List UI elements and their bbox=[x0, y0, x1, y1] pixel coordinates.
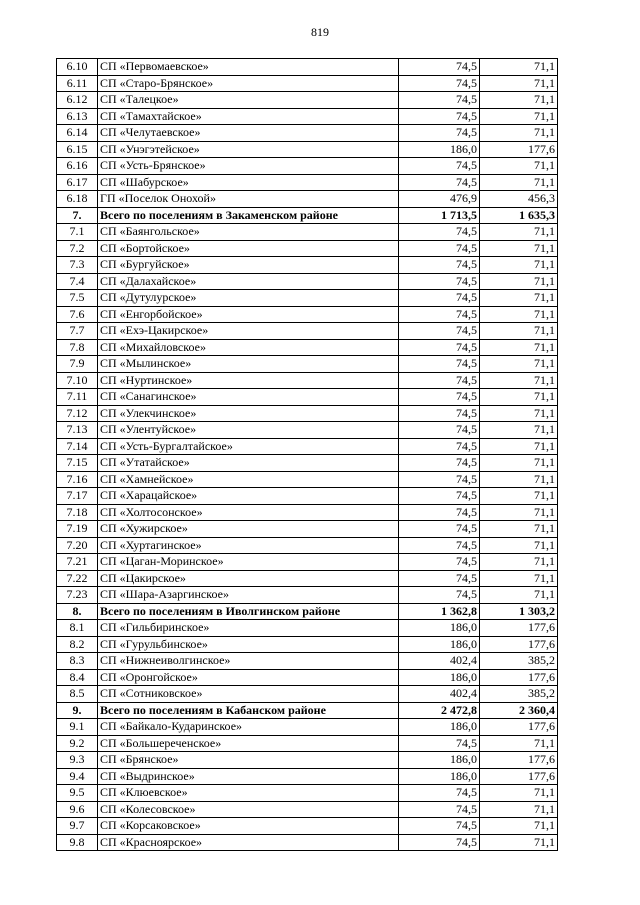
value-2-cell: 71,1 bbox=[480, 240, 558, 257]
value-2-cell: 71,1 bbox=[480, 372, 558, 389]
settlement-name-cell: СП «Нуртинское» bbox=[98, 372, 399, 389]
value-2-cell: 71,1 bbox=[480, 356, 558, 373]
settlement-name-cell: СП «Бургуйское» bbox=[98, 257, 399, 274]
value-2-cell: 71,1 bbox=[480, 306, 558, 323]
settlement-name-cell: СП «Цакирское» bbox=[98, 570, 399, 587]
value-1-cell: 74,5 bbox=[399, 521, 480, 538]
row-number-cell: 7. bbox=[57, 207, 98, 224]
table-row bbox=[57, 224, 558, 241]
value-1-cell: 74,5 bbox=[399, 488, 480, 505]
row-number-cell: 6.10 bbox=[57, 59, 98, 76]
row-number-cell: 7.13 bbox=[57, 422, 98, 439]
settlement-name-cell: СП «Шара-Азаргинское» bbox=[98, 587, 399, 604]
row-number-cell: 7.14 bbox=[57, 438, 98, 455]
settlement-name-cell: СП «Колесовское» bbox=[98, 801, 399, 818]
value-2-cell: 71,1 bbox=[480, 174, 558, 191]
row-number-cell: 8. bbox=[57, 603, 98, 620]
settlement-name-cell: СП «Баянгольское» bbox=[98, 224, 399, 241]
table-total-row bbox=[57, 207, 558, 224]
value-1-cell: 74,5 bbox=[399, 537, 480, 554]
settlement-name-cell: Всего по поселениям в Закаменском районе bbox=[98, 207, 399, 224]
value-2-cell: 71,1 bbox=[480, 158, 558, 175]
row-number-cell: 7.12 bbox=[57, 405, 98, 422]
table-row bbox=[57, 620, 558, 637]
value-2-cell: 71,1 bbox=[480, 257, 558, 274]
row-number-cell: 6.18 bbox=[57, 191, 98, 208]
row-number-cell: 9. bbox=[57, 702, 98, 719]
value-2-cell: 71,1 bbox=[480, 488, 558, 505]
row-number-cell: 7.17 bbox=[57, 488, 98, 505]
settlement-name-cell: СП «Далахайское» bbox=[98, 273, 399, 290]
value-1-cell: 74,5 bbox=[399, 158, 480, 175]
settlement-name-cell: СП «Санагинское» bbox=[98, 389, 399, 406]
row-number-cell: 9.4 bbox=[57, 768, 98, 785]
row-number-cell: 9.6 bbox=[57, 801, 98, 818]
settlement-name-cell: СП «Хуртагинское» bbox=[98, 537, 399, 554]
table-row bbox=[57, 240, 558, 257]
table-row bbox=[57, 735, 558, 752]
row-number-cell: 7.5 bbox=[57, 290, 98, 307]
settlement-name-cell: СП «Мылинское» bbox=[98, 356, 399, 373]
settlement-name-cell: СП «Цаган-Моринское» bbox=[98, 554, 399, 571]
settlement-name-cell: СП «Усть-Бургалтайское» bbox=[98, 438, 399, 455]
value-1-cell: 1 362,8 bbox=[399, 603, 480, 620]
row-number-cell: 9.5 bbox=[57, 785, 98, 802]
table-row bbox=[57, 191, 558, 208]
table-row bbox=[57, 719, 558, 736]
value-2-cell: 71,1 bbox=[480, 521, 558, 538]
row-number-cell: 7.1 bbox=[57, 224, 98, 241]
row-number-cell: 9.8 bbox=[57, 834, 98, 851]
row-number-cell: 7.8 bbox=[57, 339, 98, 356]
settlement-name-cell: СП «Бортойское» bbox=[98, 240, 399, 257]
value-1-cell: 74,5 bbox=[399, 306, 480, 323]
row-number-cell: 8.4 bbox=[57, 669, 98, 686]
row-number-cell: 7.21 bbox=[57, 554, 98, 571]
value-2-cell: 71,1 bbox=[480, 438, 558, 455]
value-1-cell: 1 713,5 bbox=[399, 207, 480, 224]
value-2-cell: 1 303,2 bbox=[480, 603, 558, 620]
table-row bbox=[57, 834, 558, 851]
value-1-cell: 74,5 bbox=[399, 422, 480, 439]
value-1-cell: 74,5 bbox=[399, 801, 480, 818]
table-row bbox=[57, 372, 558, 389]
value-1-cell: 74,5 bbox=[399, 504, 480, 521]
row-number-cell: 7.2 bbox=[57, 240, 98, 257]
value-1-cell: 74,5 bbox=[399, 75, 480, 92]
value-1-cell: 74,5 bbox=[399, 554, 480, 571]
value-2-cell: 1 635,3 bbox=[480, 207, 558, 224]
table-row bbox=[57, 471, 558, 488]
value-1-cell: 74,5 bbox=[399, 59, 480, 76]
value-1-cell: 74,5 bbox=[399, 389, 480, 406]
row-number-cell: 7.16 bbox=[57, 471, 98, 488]
value-2-cell: 71,1 bbox=[480, 405, 558, 422]
settlement-name-cell: СП «Байкало-Кударинское» bbox=[98, 719, 399, 736]
value-1-cell: 186,0 bbox=[399, 669, 480, 686]
value-2-cell: 71,1 bbox=[480, 471, 558, 488]
table-row bbox=[57, 273, 558, 290]
value-1-cell: 186,0 bbox=[399, 752, 480, 769]
value-1-cell: 74,5 bbox=[399, 405, 480, 422]
value-2-cell: 71,1 bbox=[480, 587, 558, 604]
row-number-cell: 7.22 bbox=[57, 570, 98, 587]
value-2-cell: 385,2 bbox=[480, 686, 558, 703]
table-row bbox=[57, 818, 558, 835]
settlement-name-cell: Всего по поселениям в Кабанском районе bbox=[98, 702, 399, 719]
value-1-cell: 74,5 bbox=[399, 125, 480, 142]
settlement-name-cell: СП «Корсаковское» bbox=[98, 818, 399, 835]
value-1-cell: 74,5 bbox=[399, 471, 480, 488]
settlement-name-cell: СП «Гильбиринское» bbox=[98, 620, 399, 637]
value-2-cell: 71,1 bbox=[480, 75, 558, 92]
value-2-cell: 71,1 bbox=[480, 59, 558, 76]
table-row bbox=[57, 158, 558, 175]
table-row bbox=[57, 438, 558, 455]
settlement-name-cell: СП «Харацайское» bbox=[98, 488, 399, 505]
settlement-name-cell: СП «Хамнейское» bbox=[98, 471, 399, 488]
table-row bbox=[57, 554, 558, 571]
row-number-cell: 6.17 bbox=[57, 174, 98, 191]
settlement-name-cell: СП «Клюевское» bbox=[98, 785, 399, 802]
settlement-name-cell: СП «Ехэ-Цакирское» bbox=[98, 323, 399, 340]
row-number-cell: 9.2 bbox=[57, 735, 98, 752]
row-number-cell: 7.15 bbox=[57, 455, 98, 472]
value-2-cell: 71,1 bbox=[480, 504, 558, 521]
settlement-name-cell: СП «Челутаевское» bbox=[98, 125, 399, 142]
value-2-cell: 177,6 bbox=[480, 719, 558, 736]
row-number-cell: 7.3 bbox=[57, 257, 98, 274]
value-2-cell: 71,1 bbox=[480, 801, 558, 818]
value-1-cell: 74,5 bbox=[399, 570, 480, 587]
settlement-name-cell: СП «Старо-Брянское» bbox=[98, 75, 399, 92]
settlement-name-cell: СП «Красноярское» bbox=[98, 834, 399, 851]
value-1-cell: 186,0 bbox=[399, 719, 480, 736]
value-1-cell: 186,0 bbox=[399, 620, 480, 637]
settlement-name-cell: Всего по поселениям в Иволгинском районе bbox=[98, 603, 399, 620]
table-row bbox=[57, 356, 558, 373]
value-2-cell: 177,6 bbox=[480, 768, 558, 785]
value-1-cell: 186,0 bbox=[399, 636, 480, 653]
table-total-row bbox=[57, 603, 558, 620]
value-1-cell: 74,5 bbox=[399, 735, 480, 752]
settlement-name-cell: СП «Выдринское» bbox=[98, 768, 399, 785]
table-row bbox=[57, 669, 558, 686]
value-1-cell: 74,5 bbox=[399, 834, 480, 851]
row-number-cell: 9.7 bbox=[57, 818, 98, 835]
value-1-cell: 476,9 bbox=[399, 191, 480, 208]
row-number-cell: 6.16 bbox=[57, 158, 98, 175]
table-row bbox=[57, 488, 558, 505]
value-2-cell: 71,1 bbox=[480, 389, 558, 406]
value-1-cell: 74,5 bbox=[399, 587, 480, 604]
value-2-cell: 71,1 bbox=[480, 554, 558, 571]
settlement-name-cell: СП «Талецкое» bbox=[98, 92, 399, 109]
value-1-cell: 74,5 bbox=[399, 785, 480, 802]
value-1-cell: 74,5 bbox=[399, 290, 480, 307]
value-2-cell: 177,6 bbox=[480, 620, 558, 637]
table-row bbox=[57, 785, 558, 802]
value-2-cell: 71,1 bbox=[480, 125, 558, 142]
value-2-cell: 177,6 bbox=[480, 636, 558, 653]
table-row bbox=[57, 537, 558, 554]
row-number-cell: 7.6 bbox=[57, 306, 98, 323]
value-2-cell: 71,1 bbox=[480, 455, 558, 472]
value-1-cell: 74,5 bbox=[399, 257, 480, 274]
row-number-cell: 6.12 bbox=[57, 92, 98, 109]
row-number-cell: 7.23 bbox=[57, 587, 98, 604]
value-2-cell: 71,1 bbox=[480, 735, 558, 752]
settlement-name-cell: СП «Сотниковское» bbox=[98, 686, 399, 703]
row-number-cell: 7.19 bbox=[57, 521, 98, 538]
page-number: 819 bbox=[311, 25, 329, 39]
value-1-cell: 74,5 bbox=[399, 108, 480, 125]
value-2-cell: 71,1 bbox=[480, 834, 558, 851]
row-number-cell: 6.11 bbox=[57, 75, 98, 92]
row-number-cell: 6.13 bbox=[57, 108, 98, 125]
settlement-name-cell: СП «Гурульбинское» bbox=[98, 636, 399, 653]
settlement-name-cell: СП «Енгорбойское» bbox=[98, 306, 399, 323]
row-number-cell: 7.9 bbox=[57, 356, 98, 373]
value-1-cell: 74,5 bbox=[399, 818, 480, 835]
row-number-cell: 8.2 bbox=[57, 636, 98, 653]
settlement-name-cell: СП «Тамахтайское» bbox=[98, 108, 399, 125]
value-1-cell: 74,5 bbox=[399, 224, 480, 241]
row-number-cell: 8.5 bbox=[57, 686, 98, 703]
value-2-cell: 2 360,4 bbox=[480, 702, 558, 719]
table-row bbox=[57, 141, 558, 158]
table-row bbox=[57, 801, 558, 818]
value-2-cell: 385,2 bbox=[480, 653, 558, 670]
settlement-name-cell: СП «Холтосонское» bbox=[98, 504, 399, 521]
row-number-cell: 7.18 bbox=[57, 504, 98, 521]
value-2-cell: 71,1 bbox=[480, 785, 558, 802]
value-2-cell: 71,1 bbox=[480, 224, 558, 241]
settlement-name-cell: СП «Улентуйское» bbox=[98, 422, 399, 439]
table-row bbox=[57, 257, 558, 274]
table-row bbox=[57, 59, 558, 76]
table-row bbox=[57, 174, 558, 191]
table-row bbox=[57, 752, 558, 769]
table-row bbox=[57, 636, 558, 653]
settlement-name-cell: СП «Хужирское» bbox=[98, 521, 399, 538]
settlement-name-cell: ГП «Поселок Онохой» bbox=[98, 191, 399, 208]
row-number-cell: 7.20 bbox=[57, 537, 98, 554]
value-2-cell: 71,1 bbox=[480, 92, 558, 109]
value-1-cell: 74,5 bbox=[399, 356, 480, 373]
table-body bbox=[57, 59, 558, 851]
value-1-cell: 74,5 bbox=[399, 174, 480, 191]
value-2-cell: 71,1 bbox=[480, 108, 558, 125]
settlement-name-cell: СП «Первомаевское» bbox=[98, 59, 399, 76]
settlement-name-cell: СП «Михайловское» bbox=[98, 339, 399, 356]
settlement-name-cell: СП «Нижнеиволгинское» bbox=[98, 653, 399, 670]
value-2-cell: 71,1 bbox=[480, 537, 558, 554]
table-row bbox=[57, 75, 558, 92]
value-1-cell: 186,0 bbox=[399, 141, 480, 158]
row-number-cell: 8.1 bbox=[57, 620, 98, 637]
table-row bbox=[57, 570, 558, 587]
settlement-name-cell: СП «Большереченское» bbox=[98, 735, 399, 752]
value-1-cell: 2 472,8 bbox=[399, 702, 480, 719]
row-number-cell: 6.15 bbox=[57, 141, 98, 158]
table-row bbox=[57, 323, 558, 340]
value-1-cell: 74,5 bbox=[399, 438, 480, 455]
value-2-cell: 71,1 bbox=[480, 290, 558, 307]
settlement-name-cell: СП «Улекчинское» bbox=[98, 405, 399, 422]
row-number-cell: 8.3 bbox=[57, 653, 98, 670]
settlement-name-cell: СП «Брянское» bbox=[98, 752, 399, 769]
value-2-cell: 71,1 bbox=[480, 570, 558, 587]
table-row bbox=[57, 339, 558, 356]
row-number-cell: 7.7 bbox=[57, 323, 98, 340]
row-number-cell: 9.3 bbox=[57, 752, 98, 769]
value-1-cell: 74,5 bbox=[399, 240, 480, 257]
row-number-cell: 7.10 bbox=[57, 372, 98, 389]
settlement-name-cell: СП «Шабурское» bbox=[98, 174, 399, 191]
settlement-name-cell: СП «Утатайское» bbox=[98, 455, 399, 472]
table-row bbox=[57, 306, 558, 323]
row-number-cell: 7.11 bbox=[57, 389, 98, 406]
value-1-cell: 402,4 bbox=[399, 686, 480, 703]
value-2-cell: 177,6 bbox=[480, 141, 558, 158]
settlement-name-cell: СП «Дутулурское» bbox=[98, 290, 399, 307]
settlement-name-cell: СП «Унэгэтейское» bbox=[98, 141, 399, 158]
table-row bbox=[57, 686, 558, 703]
table-row bbox=[57, 653, 558, 670]
table-row bbox=[57, 422, 558, 439]
value-1-cell: 74,5 bbox=[399, 92, 480, 109]
value-1-cell: 74,5 bbox=[399, 273, 480, 290]
value-2-cell: 456,3 bbox=[480, 191, 558, 208]
settlements-table bbox=[56, 58, 558, 851]
row-number-cell: 7.4 bbox=[57, 273, 98, 290]
value-1-cell: 402,4 bbox=[399, 653, 480, 670]
value-1-cell: 74,5 bbox=[399, 455, 480, 472]
table-row bbox=[57, 504, 558, 521]
row-number-cell: 9.1 bbox=[57, 719, 98, 736]
value-2-cell: 71,1 bbox=[480, 339, 558, 356]
value-2-cell: 71,1 bbox=[480, 323, 558, 340]
table-row bbox=[57, 768, 558, 785]
table-row bbox=[57, 455, 558, 472]
table-row bbox=[57, 125, 558, 142]
value-2-cell: 71,1 bbox=[480, 422, 558, 439]
settlement-name-cell: СП «Оронгойское» bbox=[98, 669, 399, 686]
table-total-row bbox=[57, 702, 558, 719]
value-2-cell: 177,6 bbox=[480, 669, 558, 686]
value-2-cell: 177,6 bbox=[480, 752, 558, 769]
value-1-cell: 74,5 bbox=[399, 323, 480, 340]
table-row bbox=[57, 108, 558, 125]
value-1-cell: 186,0 bbox=[399, 768, 480, 785]
value-1-cell: 74,5 bbox=[399, 372, 480, 389]
table-row bbox=[57, 92, 558, 109]
table-row bbox=[57, 587, 558, 604]
table-row bbox=[57, 290, 558, 307]
row-number-cell: 6.14 bbox=[57, 125, 98, 142]
table-row bbox=[57, 405, 558, 422]
value-1-cell: 74,5 bbox=[399, 339, 480, 356]
value-2-cell: 71,1 bbox=[480, 818, 558, 835]
value-2-cell: 71,1 bbox=[480, 273, 558, 290]
settlement-name-cell: СП «Усть-Брянское» bbox=[98, 158, 399, 175]
table-row bbox=[57, 389, 558, 406]
table-row bbox=[57, 521, 558, 538]
